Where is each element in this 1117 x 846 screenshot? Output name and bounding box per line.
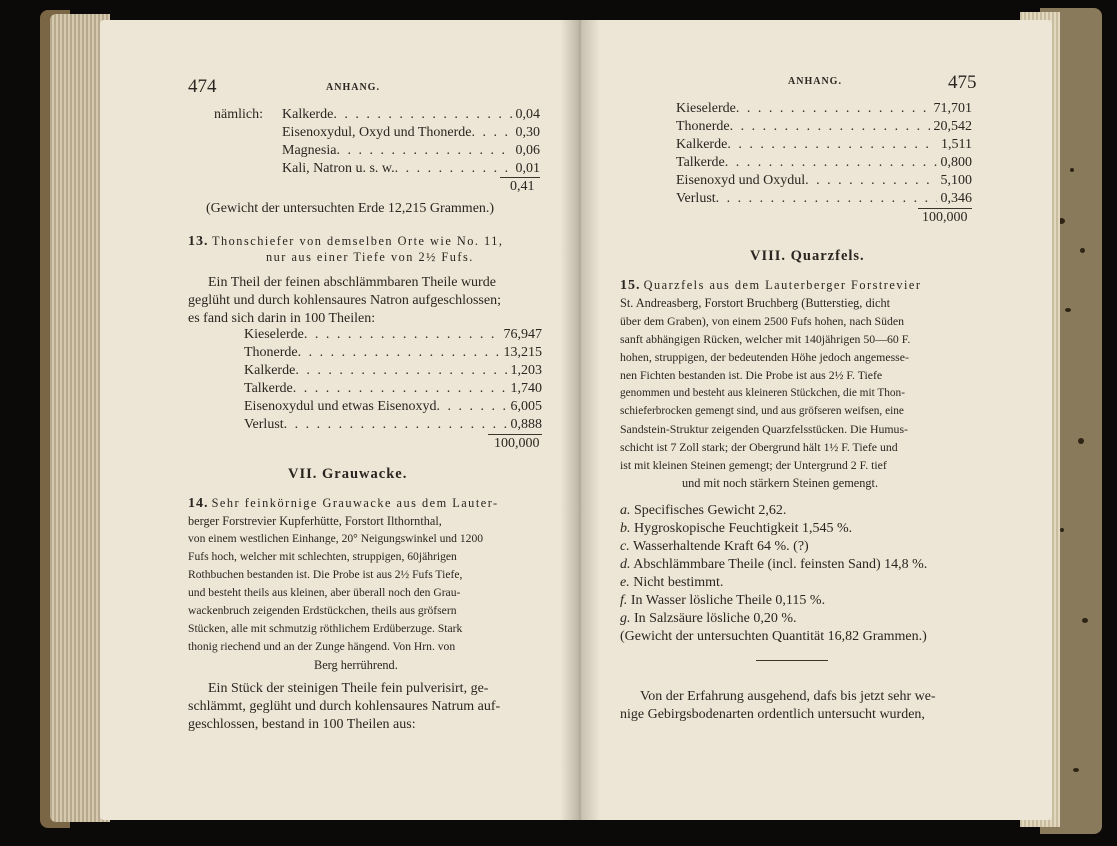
paragraph-line: wackenbruch zeigenden Erdstückchen, theils aus gröfsern — [188, 604, 457, 617]
paragraph-line: Rothbuchen bestanden ist. Die Probe ist aus 2½ Fufs Tiefe, — [188, 568, 463, 581]
table-row: Kali, Natron u. s. w. . . . 0,01 — [282, 160, 540, 178]
table-row: Magnesia . . . 0,06 — [282, 142, 540, 160]
table-row: Kalkerde . . . 1,203 — [244, 362, 542, 380]
list-item: a. Specifisches Gewicht 2,62. — [620, 503, 787, 518]
paragraph-line: geschlossen, bestand in 100 Theilen aus: — [188, 717, 416, 732]
table-row: Verlust . . . 0,888 — [244, 416, 542, 434]
weight-note: (Gewicht der untersuchten Quantität 16,82 Grammen.) — [620, 629, 927, 644]
page-number: 474 — [188, 76, 217, 97]
paragraph-line: Ein Stück der steinigen Theile fein pulverisirt, ge- — [208, 681, 489, 696]
table-row: Eisenoxydul, Oxyd und Thonerde . . . 0,30 — [282, 124, 540, 142]
paragraph-line: Sandstein-Struktur zeigenden Quarzfelsstücken. Die Humus- — [620, 422, 908, 436]
paragraph-line: ist mit kleinen Steinen gemengt; der Untergrund 2 F. tief — [620, 458, 887, 472]
page-number: 475 — [948, 72, 977, 93]
paragraph-line: schicht ist 7 Zoll stark; der Obergrund hält 1½ F. Tiefe und — [620, 440, 898, 454]
table1-total: 0,41 — [510, 179, 535, 194]
intro-word: nämlich: — [214, 107, 263, 122]
section-heading: VII. Grauwacke. — [288, 466, 408, 482]
section-heading: VIII. Quarzfels. — [750, 248, 865, 264]
paragraph-line: schieferbrocken gemengt sind, und aus gröfseren weifsen, eine — [620, 405, 904, 417]
list-item: d. Abschlämmbare Theile (incl. feinsten Sand) 14,8 %. — [620, 557, 928, 572]
paragraph-line: Fufs hoch, welcher mit schlechten, struppigen, 60jährigen — [188, 550, 457, 563]
table3-total: 100,000 — [922, 210, 968, 225]
paragraph-line: und mit noch stärkern Steinen gemengt. — [682, 476, 879, 490]
paragraph-line: hohen, struppigen, der bedeutenden Höhe jedoch angemesse- — [620, 350, 909, 364]
paragraph-line: Berg herrührend. — [314, 658, 398, 672]
list-item: c. Wasserhaltende Kraft 64 %. (?) — [620, 539, 809, 554]
paragraph-line: von einem westlichen Einhange, 20° Neigungswinkel und 1200 — [188, 532, 484, 545]
paragraph-line: genommen und besteht aus kleineren Stückchen, die mit Thon- — [620, 387, 905, 399]
table-row: Thonerde . . . 20,542 — [676, 118, 972, 136]
table-row: Talkerde . . . 1,740 — [244, 380, 542, 398]
table-row: Kieselerde . . . 71,701 — [676, 100, 972, 118]
paragraph-line: geglüht und durch kohlensaures Natron aufgeschlossen; — [188, 293, 501, 308]
paragraph-line: es fand sich darin in 100 Theilen: — [188, 311, 376, 326]
divider — [756, 660, 828, 661]
paragraph-line: thonig riechend und an der Zunge hängend. Von Hrn. von — [188, 640, 456, 653]
left-page — [100, 20, 578, 820]
item-number: 14. — [188, 496, 209, 511]
table-row: Kalkerde . . . 0,04 — [282, 106, 540, 124]
paragraph-line: Sehr feinkörnige Grauwacke aus dem Lauter- — [211, 496, 499, 510]
list-item: e. Nicht bestimmt. — [620, 575, 724, 590]
paragraph-line: Von der Erfahrung ausgehend, dafs bis jetzt sehr we- — [640, 689, 936, 704]
paragraph-line: berger Forstrevier Kupferhütte, Forstort Ilthornthal, — [188, 514, 442, 528]
item-title: Thonschiefer von demselben Orte wie No. 11, — [212, 234, 504, 248]
table-row: Kalkerde . . . 1,511 — [676, 136, 972, 154]
table-row: Thonerde . . . 13,215 — [244, 344, 542, 362]
paragraph-line: Quarzfels aus dem Lauterberger Forstrevier — [643, 278, 922, 292]
running-head: ANHANG. — [326, 82, 380, 93]
paragraph-line: schlämmt, geglüht und durch kohlensaures Natrum auf- — [188, 699, 501, 714]
table-row: Eisenoxydul und etwas Eisenoxyd . . . 6,005 — [244, 398, 542, 416]
paragraph-line: Stücken, alle mit schmutzig röthlichem Erdüberzuge. Stark — [188, 622, 463, 635]
item-title-line2: nur aus einer Tiefe von 2½ Fufs. — [266, 250, 474, 264]
paragraph-line: nen Fichten bestanden ist. Die Probe ist aus 2½ F. Tiefe — [620, 368, 883, 382]
table-row: Eisenoxyd und Oxydul . . . 5,100 — [676, 172, 972, 190]
item-number: 13. — [188, 234, 209, 249]
item-number: 15. — [620, 278, 641, 293]
list-item: b. Hygroskopische Feuchtigkeit 1,545 %. — [620, 521, 853, 536]
table-row: Verlust . . . 0,346 — [676, 190, 972, 208]
paragraph-line: nige Gebirgsbodenarten ordentlich untersucht wurden, — [620, 707, 925, 722]
table-row: Kieselerde . . . 76,947 — [244, 326, 542, 344]
running-head: ANHANG. — [788, 76, 842, 87]
paragraph-line: St. Andreasberg, Forstort Bruchberg (Butterstieg, dicht — [620, 296, 891, 310]
paragraph-line: Ein Theil der feinen abschlämmbaren Theile wurde — [208, 275, 496, 290]
table2-total: 100,000 — [494, 436, 540, 451]
list-item: g. In Salzsäure lösliche 0,20 %. — [620, 611, 797, 626]
paragraph-line: über dem Graben), von einem 2500 Fufs hohen, nach Süden — [620, 314, 905, 328]
paragraph-line: sanft abhängigen Rücken, welcher mit 140jährigen 50—60 F. — [620, 332, 911, 346]
weight-note: (Gewicht der untersuchten Erde 12,215 Grammen.) — [206, 201, 495, 216]
right-page — [578, 20, 1052, 820]
list-item: f. In Wasser lösliche Theile 0,115 %. — [620, 593, 826, 608]
table-row: Talkerde . . . 0,800 — [676, 154, 972, 172]
paragraph-line: und besteht theils aus kleinen, aber überall noch den Grau- — [188, 586, 461, 599]
